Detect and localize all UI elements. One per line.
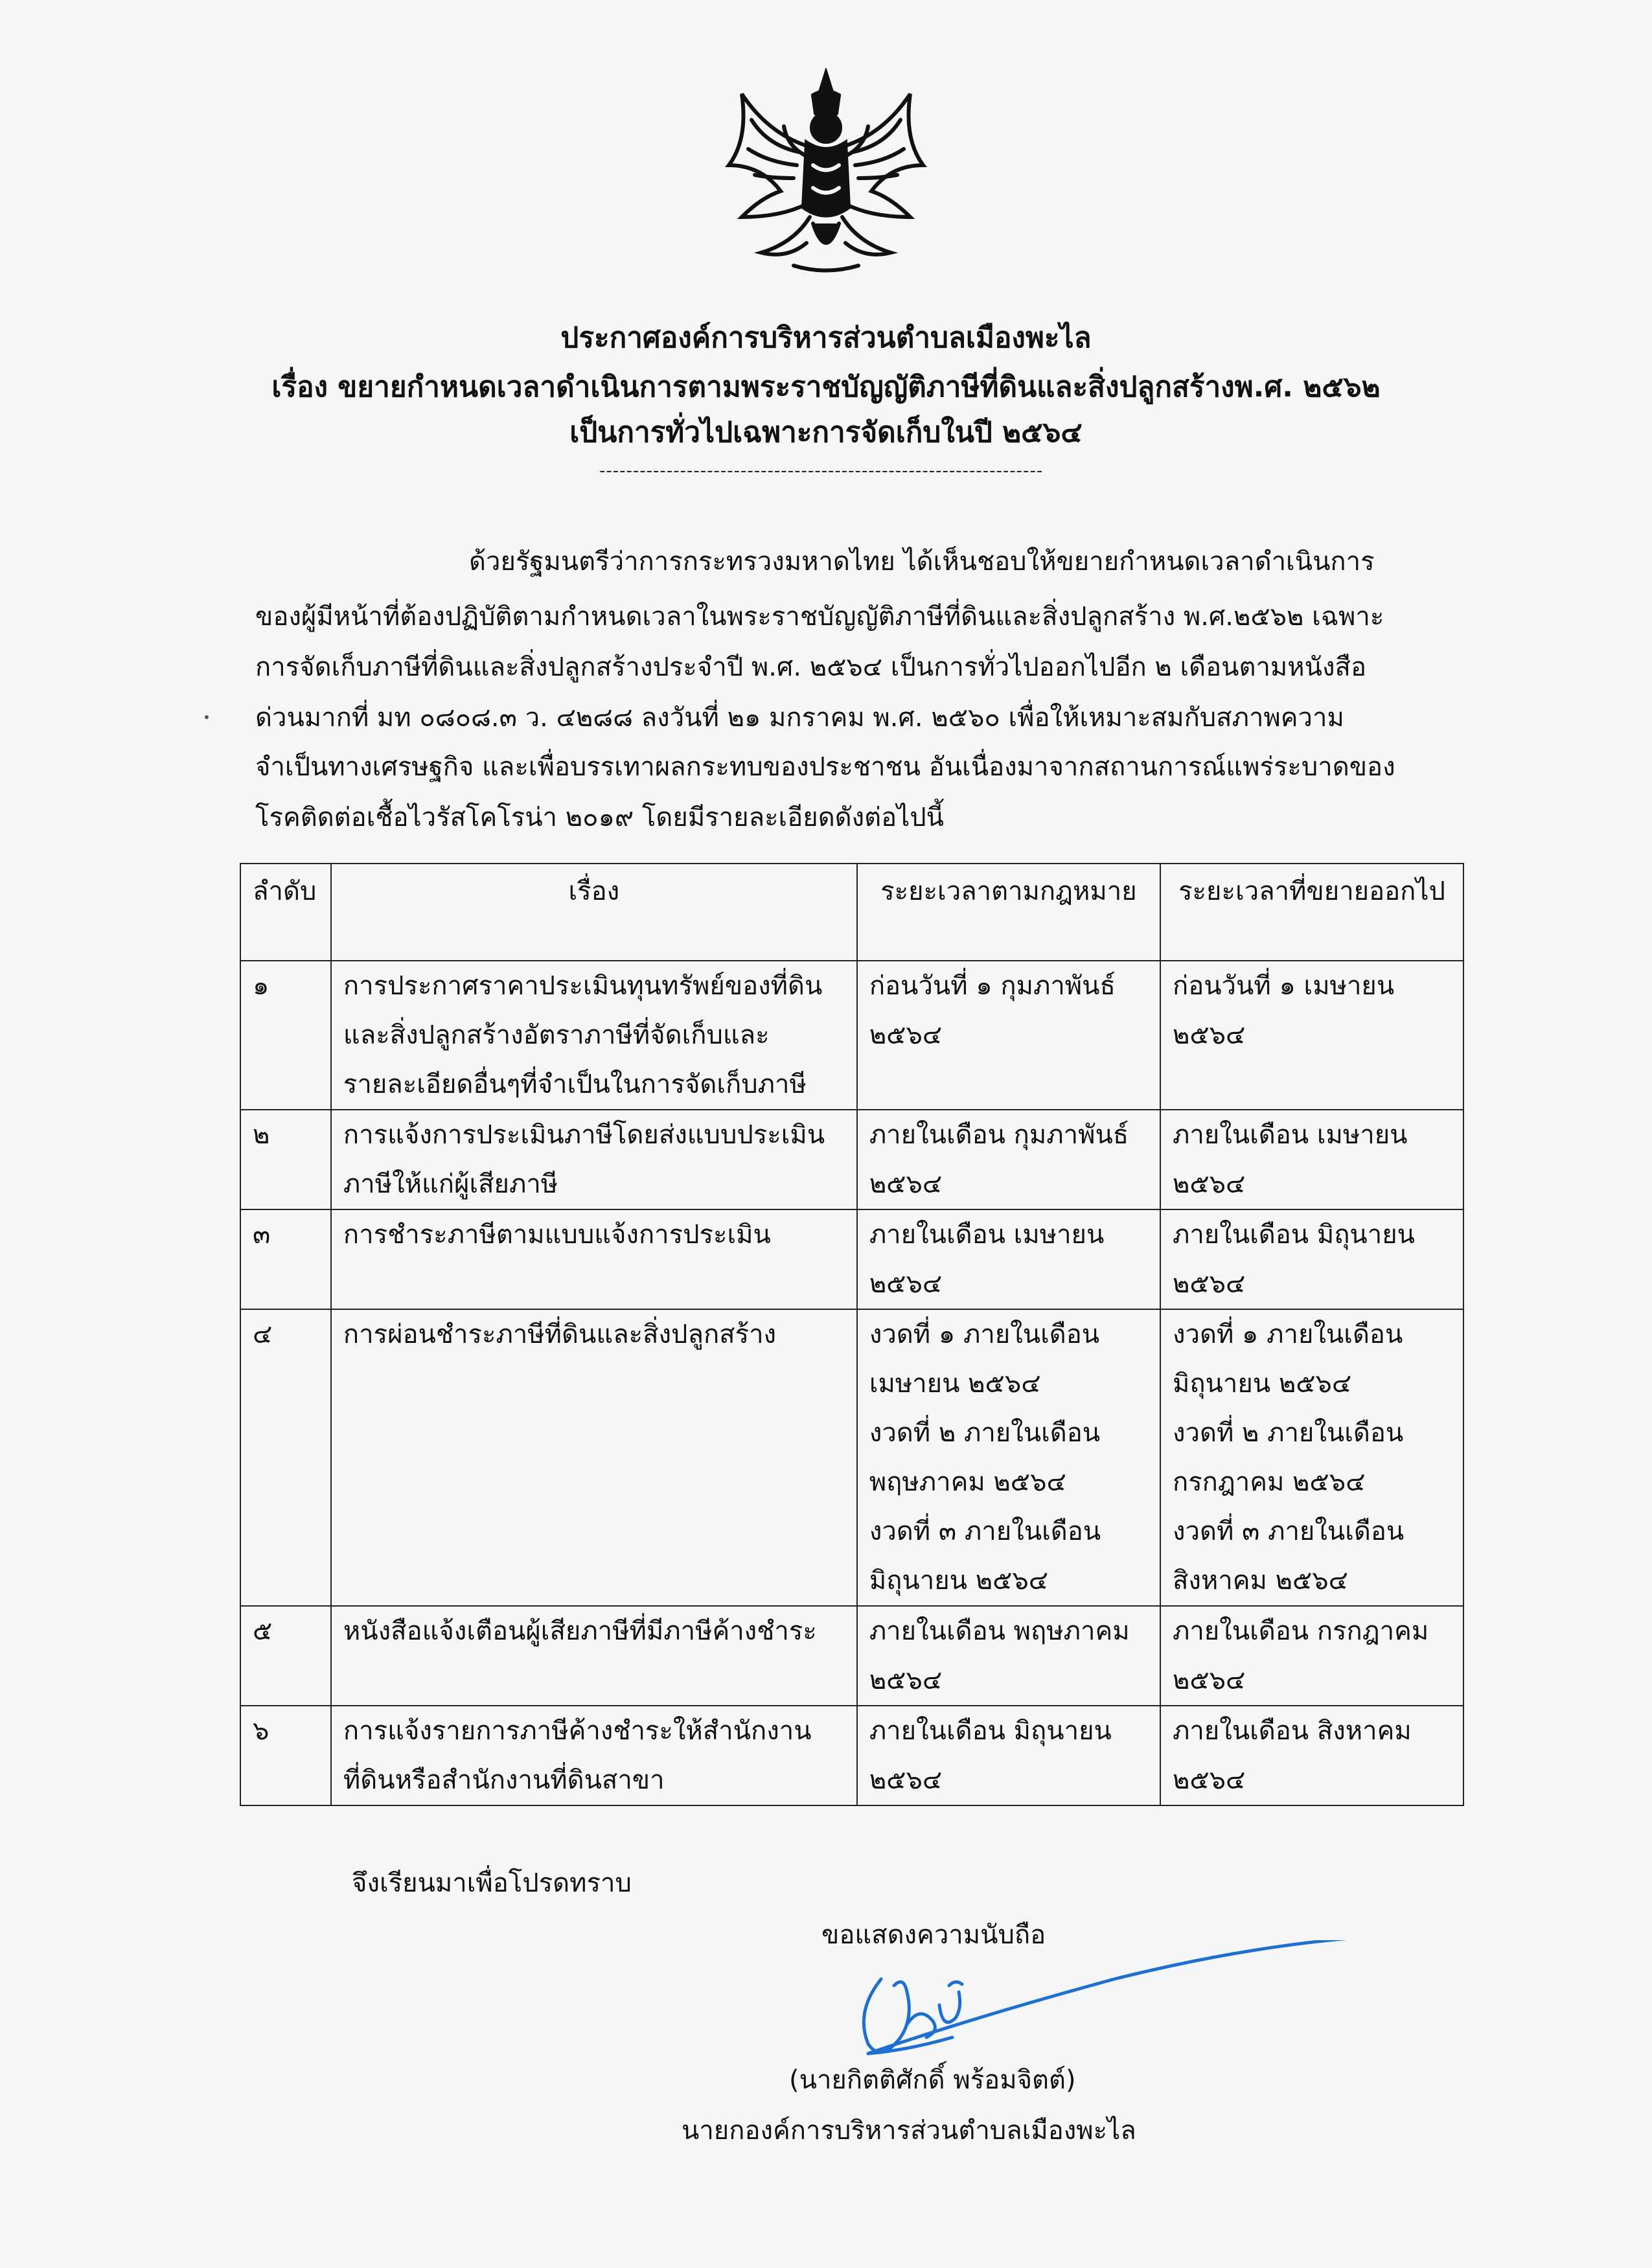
cell-line: การประกาศราคาประเมินทุนทรัพย์ของที่ดิน (343, 971, 823, 1001)
table-header-row (240, 864, 1463, 961)
row-subject (331, 1110, 857, 1209)
header-legal-period: ระยะเวลาตามกฎหมาย (857, 864, 1160, 961)
row-extended-period (1160, 1706, 1463, 1805)
scan-speck (205, 715, 209, 719)
notice-subject: เรื่อง ขยายกำหนดเวลาดำเนินการตามพระราชบัญญัติภาษีที่ดินและสิ่งปลูกสร้างพ.ศ. ๒๕๖๒ (271, 371, 1381, 404)
row-subject (331, 1706, 857, 1805)
title-divider: ------------------------------------------------------------------ (599, 461, 1044, 481)
cell-line: ๒๕๖๔ (869, 1269, 943, 1299)
row-subject (331, 1309, 857, 1606)
cell-line: ภายในเดือน มิถุนายน (1172, 1220, 1416, 1250)
cell-line: สิงหาคม ๒๕๖๔ (1172, 1566, 1348, 1596)
cell-line: งวดที่ ๑ ภายในเดือน (869, 1320, 1100, 1349)
table-row (240, 1110, 1463, 1209)
row-extended-period (1160, 1309, 1463, 1606)
cell-line: ๒๕๖๔ (869, 1169, 943, 1199)
cell-line: ภายในเดือน เมษายน (869, 1220, 1105, 1250)
row-subject (331, 1209, 857, 1309)
row-legal-period (857, 1209, 1160, 1309)
row-subject (331, 1606, 857, 1706)
notice-title: ประกาศองค์การบริหารส่วนตำบลเมืองพะไล (560, 321, 1092, 354)
cell-line: ภายในเดือน พฤษภาคม (869, 1616, 1130, 1646)
cell-line: ก่อนวันที่ ๑ เมษายน (1172, 971, 1395, 1001)
cell-line: ภาษีให้แก่ผู้เสียภาษี (343, 1169, 558, 1199)
cell-line: ภายในเดือน สิงหาคม (1172, 1716, 1412, 1746)
row-extended-period (1160, 961, 1463, 1110)
body-line-5: จำเป็นทางเศรษฐกิจ และเพื่อบรรเทาผลกระทบของประชาชน อันเนื่องมาจากสถานการณ์แพร่ระบาดของ (255, 752, 1395, 782)
cell-line: งวดที่ ๒ ภายในเดือน (1172, 1418, 1404, 1448)
schedule-table (240, 863, 1464, 1806)
closing-line: จึงเรียนมาเพื่อโปรดทราบ (352, 1868, 632, 1898)
table-row (240, 961, 1463, 1110)
cell-line: ภายในเดือน กุมภาพันธ์ (869, 1120, 1129, 1150)
header-subject: เรื่อง (331, 864, 857, 961)
cell-line: ๒๕๖๔ (869, 1765, 943, 1795)
cell-line: การชำระภาษีตามแบบแจ้งการประเมิน (343, 1220, 771, 1250)
table-row (240, 1209, 1463, 1309)
table-row (240, 1309, 1463, 1606)
cell-line: ๒๕๖๔ (1172, 1169, 1246, 1199)
signer-title: นายกองค์การบริหารส่วนตำบลเมืองพะไล (682, 2116, 1136, 2146)
body-line-4: ด่วนมากที่ มท ๐๘๐๘.๓ ว. ๔๒๘๘ ลงวันที่ ๒๑ มกราคม พ.ศ. ๒๕๖๐ เพื่อให้เหมาะสมกับสภาพความ (255, 703, 1344, 733)
row-extended-period (1160, 1110, 1463, 1209)
sign-off: ขอแสดงความนับถือ (821, 1920, 1046, 1950)
cell-line: กรกฎาคม ๒๕๖๔ (1172, 1467, 1366, 1497)
header-no: ลำดับ (240, 864, 331, 961)
body-line-6: โรคติดต่อเชื้อไวรัสโคโรน่า ๒๐๑๙ โดยมีรายละเอียดดังต่อไปนี้ (255, 803, 945, 832)
cell-line: พฤษภาคม ๒๕๖๔ (869, 1467, 1066, 1497)
signer-name: (นายกิตติศักดิ์ พร้อมจิตต์) (789, 2065, 1076, 2095)
notice-subject-line2: เป็นการทั่วไปเฉพาะการจัดเก็บในปี ๒๕๖๔ (569, 416, 1083, 449)
table-row (240, 1706, 1463, 1805)
cell-line: งวดที่ ๑ ภายในเดือน (1172, 1320, 1403, 1349)
row-legal-period (857, 1110, 1160, 1209)
cell-line: การแจ้งการประเมินภาษีโดยส่งแบบประเมิน (343, 1120, 825, 1150)
cell-line: ภายในเดือน กรกฎาคม (1172, 1616, 1429, 1646)
cell-line: งวดที่ ๓ ภายในเดือน (1172, 1517, 1405, 1546)
table-row (240, 1606, 1463, 1706)
row-no: ๓ (240, 1209, 331, 1309)
cell-line: ภายในเดือน มิถุนายน (869, 1716, 1112, 1746)
cell-line: มิถุนายน ๒๕๖๔ (1172, 1369, 1352, 1399)
header-extended-period: ระยะเวลาที่ขยายออกไป (1160, 864, 1463, 961)
row-no: ๕ (240, 1606, 331, 1706)
row-legal-period (857, 961, 1160, 1110)
cell-line: การผ่อนชำระภาษีที่ดินและสิ่งปลูกสร้าง (343, 1320, 777, 1349)
cell-line: เมษายน ๒๕๖๔ (869, 1369, 1041, 1399)
cell-line: ๒๕๖๔ (869, 1666, 943, 1695)
row-extended-period (1160, 1209, 1463, 1309)
cell-line: ๒๕๖๔ (1172, 1666, 1246, 1695)
cell-line: งวดที่ ๓ ภายในเดือน (869, 1517, 1101, 1546)
cell-line: ๒๕๖๔ (1172, 1765, 1246, 1795)
cell-line: หนังสือแจ้งเตือนผู้เสียภาษีที่มีภาษีค้างชำระ (343, 1616, 817, 1646)
row-legal-period (857, 1706, 1160, 1805)
cell-line: ที่ดินหรือสำนักงานที่ดินสาขา (343, 1765, 665, 1795)
row-legal-period (857, 1309, 1160, 1606)
cell-line: ๒๕๖๔ (1172, 1020, 1246, 1050)
cell-line: ก่อนวันที่ ๑ กุมภาพันธ์ (869, 971, 1116, 1001)
cell-line: มิถุนายน ๒๕๖๔ (869, 1566, 1049, 1596)
cell-line: ๒๕๖๔ (1172, 1269, 1246, 1299)
row-extended-period (1160, 1606, 1463, 1706)
row-legal-period (857, 1606, 1160, 1706)
row-subject (331, 961, 857, 1110)
body-line-2: ของผู้มีหน้าที่ต้องปฏิบัติตามกำหนดเวลาในพระราชบัญญัติภาษีที่ดินและสิ่งปลูกสร้าง พ.ศ.๒๕๖๒ เฉพาะ (255, 602, 1384, 632)
body-line-1: ด้วยรัฐมนตรีว่าการกระทรวงมหาดไทย ได้เห็นชอบให้ขยายกำหนดเวลาดำเนินการ (469, 547, 1375, 577)
row-no: ๒ (240, 1110, 331, 1209)
cell-line: และสิ่งปลูกสร้างอัตราภาษีที่จัดเก็บและ (343, 1020, 770, 1050)
row-no: ๑ (240, 961, 331, 1110)
garuda-emblem-icon (716, 68, 936, 285)
cell-line: ภายในเดือน เมษายน (1172, 1120, 1408, 1150)
row-no: ๖ (240, 1706, 331, 1805)
cell-line: ๒๕๖๔ (869, 1020, 943, 1050)
body-line-3: การจัดเก็บภาษีที่ดินและสิ่งปลูกสร้างประจำปี พ.ศ. ๒๕๖๔ เป็นการทั่วไปออกไปอีก ๒ เดือนตามหนังสือ (255, 652, 1366, 682)
cell-line: รายละเอียดอื่นๆที่จำเป็นในการจัดเก็บภาษี (343, 1070, 807, 1099)
cell-line: งวดที่ ๒ ภายในเดือน (869, 1418, 1101, 1448)
row-no: ๔ (240, 1309, 331, 1606)
cell-line: การแจ้งรายการภาษีค้างชำระให้สำนักงาน (343, 1716, 812, 1746)
